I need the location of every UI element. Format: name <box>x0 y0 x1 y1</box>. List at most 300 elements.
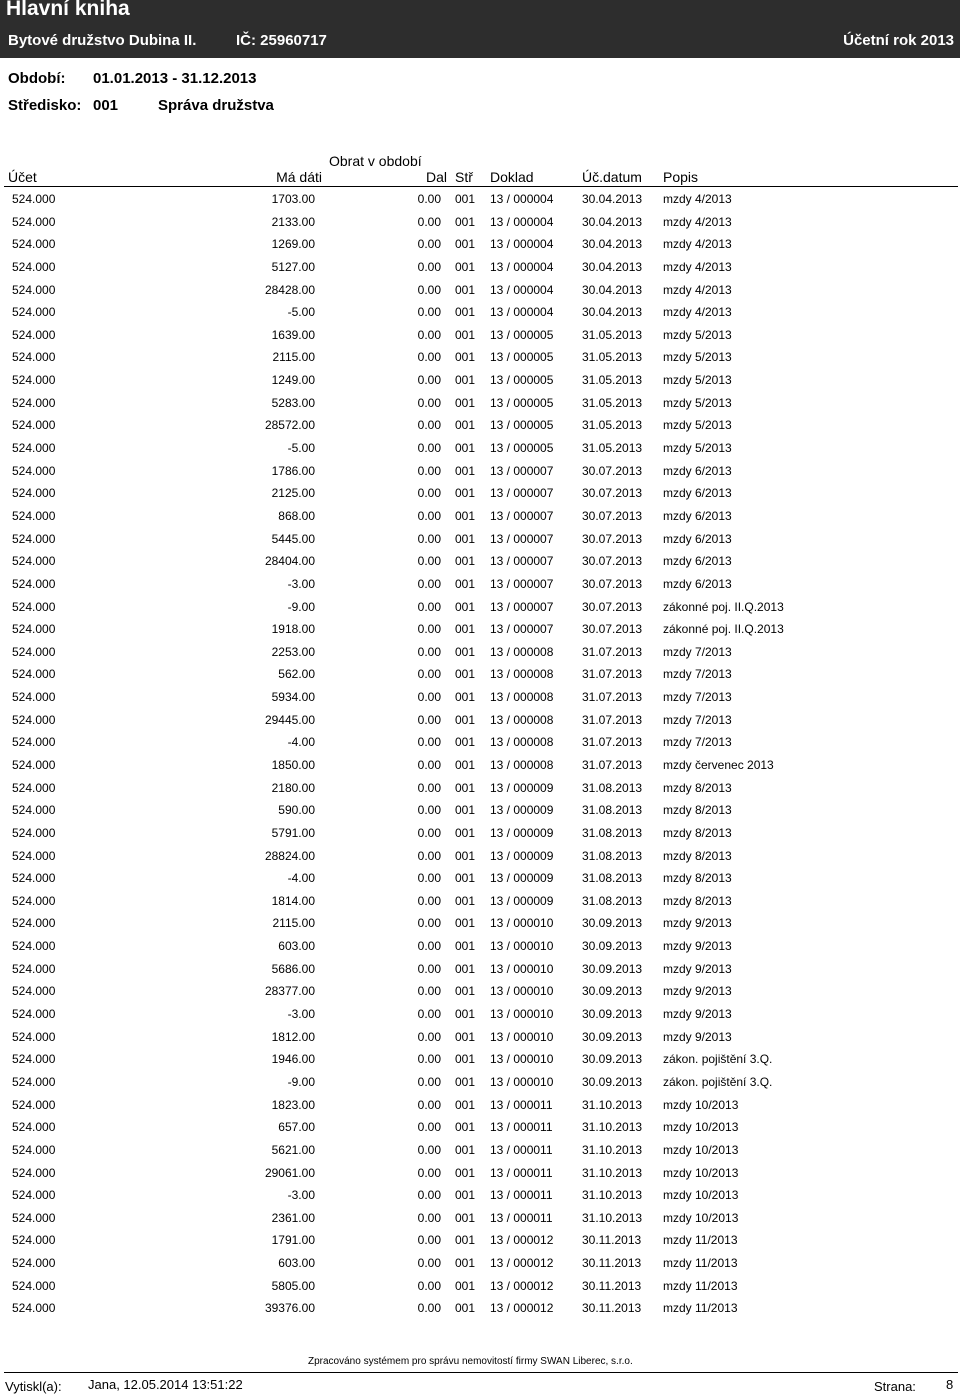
cell-credit: 0.00 <box>417 192 441 206</box>
table-row <box>0 554 960 576</box>
cell-document: 13 / 000005 <box>490 373 554 388</box>
cell-credit: 0.00 <box>417 984 441 999</box>
cell-account: 524.000 <box>12 1301 56 1316</box>
cell-credit: 0.00 <box>417 758 441 772</box>
table-row <box>0 1279 960 1301</box>
cell-document: 13 / 000007 <box>490 463 554 478</box>
table-row <box>0 826 960 848</box>
cell-center: 001 <box>455 282 476 297</box>
table-row <box>0 237 960 259</box>
cell-credit: 0.00 <box>417 1278 441 1293</box>
cell-credit: 0.00 <box>417 350 441 365</box>
cell-description: mzdy 10/2013 <box>663 1120 739 1135</box>
cell-account: 524.000 <box>12 1029 56 1044</box>
cell-debit: 5621.00 <box>271 1142 315 1157</box>
cell-date: 31.05.2013 <box>582 327 643 342</box>
cell-debit: -5.00 <box>287 305 315 320</box>
cell-debit: 2253.00 <box>271 644 315 659</box>
cell-credit: 0.00 <box>417 237 441 252</box>
cell-description: mzdy 9/2013 <box>663 1007 732 1022</box>
col-header-description: Popis <box>663 169 699 185</box>
cell-center: 001 <box>455 1142 476 1157</box>
cell-document: 13 / 000008 <box>490 644 554 659</box>
table-row <box>0 1052 960 1074</box>
cell-credit: 0.00 <box>417 848 441 863</box>
fiscal-year: Účetní rok 2013 <box>843 32 954 49</box>
cell-description: mzdy 8/2013 <box>663 825 732 840</box>
cell-center: 001 <box>455 644 476 659</box>
cell-debit: 28404.00 <box>264 554 315 569</box>
cell-document: 13 / 000004 <box>490 214 554 229</box>
cell-date: 30.09.2013 <box>582 939 643 954</box>
cell-debit: 2180.00 <box>271 780 315 795</box>
cell-account: 524.000 <box>12 871 56 886</box>
cell-credit: 0.00 <box>417 214 441 229</box>
cell-date: 31.08.2013 <box>582 871 643 886</box>
cell-credit: 0.00 <box>417 1233 441 1248</box>
cell-date: 31.05.2013 <box>582 350 643 365</box>
cell-account: 524.000 <box>12 622 56 637</box>
page-label: Strana: <box>874 1379 916 1394</box>
cell-credit: 0.00 <box>417 305 441 320</box>
cell-date: 31.08.2013 <box>582 780 643 795</box>
table-row <box>0 1256 960 1278</box>
cell-center: 001 <box>455 961 476 976</box>
cell-credit: 0.00 <box>417 1029 441 1044</box>
cell-credit: 0.00 <box>417 916 441 931</box>
cell-account: 524.000 <box>12 961 56 976</box>
cell-debit: 28572.00 <box>264 418 315 433</box>
cell-description: mzdy 5/2013 <box>663 350 732 365</box>
cell-account: 524.000 <box>12 508 56 523</box>
page-number: 8 <box>946 1377 954 1392</box>
cell-center: 001 <box>455 893 476 908</box>
cell-document: 13 / 000009 <box>490 893 554 908</box>
cell-account: 524.000 <box>12 1074 56 1089</box>
cell-debit: 28824.00 <box>264 848 315 863</box>
table-row <box>0 260 960 282</box>
cell-description: zákon. pojištění 3.Q. <box>663 1074 773 1089</box>
cell-account: 524.000 <box>12 848 56 863</box>
footer-divider <box>4 1372 958 1373</box>
table-row <box>0 1143 960 1165</box>
cell-description: mzdy 7/2013 <box>663 735 732 750</box>
cell-center: 001 <box>455 735 476 750</box>
cell-document: 13 / 000009 <box>490 803 554 818</box>
cell-description: zákon. pojištění 3.Q. <box>663 1052 773 1067</box>
cell-description: mzdy 9/2013 <box>663 916 732 931</box>
cell-debit: -4.00 <box>287 871 315 886</box>
cell-description: mzdy 10/2013 <box>663 1188 739 1203</box>
cell-debit: 2125.00 <box>271 486 315 501</box>
cell-description: mzdy 6/2013 <box>663 576 732 591</box>
cell-account: 524.000 <box>12 1142 56 1157</box>
cell-debit: 2115.00 <box>272 916 315 931</box>
cell-account: 524.000 <box>12 1007 56 1022</box>
cell-credit: 0.00 <box>417 1120 441 1135</box>
cell-debit: 2133.00 <box>271 214 315 229</box>
cell-debit: 1791.00 <box>271 1233 315 1248</box>
cell-credit: 0.00 <box>417 554 441 569</box>
cell-account: 524.000 <box>12 1210 56 1225</box>
cell-center: 001 <box>455 1097 476 1112</box>
cell-date: 31.07.2013 <box>582 690 643 705</box>
cell-description: mzdy 4/2013 <box>663 259 732 274</box>
cell-credit: 0.00 <box>417 1052 441 1067</box>
cell-description: mzdy 8/2013 <box>663 803 732 818</box>
cell-center: 001 <box>455 1007 476 1022</box>
table-row <box>0 894 960 916</box>
cell-description: mzdy 11/2013 <box>663 1301 738 1316</box>
cell-description: mzdy 9/2013 <box>663 984 732 999</box>
cell-document: 13 / 000011 <box>490 1188 553 1203</box>
cell-document: 13 / 000010 <box>490 1007 554 1022</box>
cell-credit: 0.00 <box>417 327 441 342</box>
cell-center: 001 <box>455 305 476 320</box>
cell-document: 13 / 000010 <box>490 984 554 999</box>
cell-credit: 0.00 <box>417 441 441 456</box>
cell-document: 13 / 000008 <box>490 667 554 682</box>
table-row <box>0 916 960 938</box>
cell-credit: 0.00 <box>417 282 441 297</box>
table-row <box>0 735 960 757</box>
cell-description: mzdy 5/2013 <box>663 327 732 342</box>
center-code: 001 <box>93 97 119 114</box>
cell-center: 001 <box>455 327 476 342</box>
cell-document: 13 / 000012 <box>490 1256 554 1271</box>
table-row <box>0 283 960 305</box>
cell-document: 13 / 000005 <box>490 441 554 456</box>
cell-document: 13 / 000007 <box>490 531 554 546</box>
cell-date: 31.07.2013 <box>582 644 643 659</box>
cell-account: 524.000 <box>12 214 56 229</box>
cell-center: 001 <box>455 508 476 523</box>
cell-center: 001 <box>455 259 476 274</box>
cell-description: mzdy 11/2013 <box>663 1278 738 1293</box>
cell-account: 524.000 <box>12 667 56 682</box>
cell-description: mzdy 4/2013 <box>663 192 732 206</box>
table-row <box>0 984 960 1006</box>
cell-date: 30.04.2013 <box>582 305 643 320</box>
cell-document: 13 / 000005 <box>490 350 554 365</box>
cell-credit: 0.00 <box>417 1256 441 1271</box>
cell-date: 31.08.2013 <box>582 848 643 863</box>
cell-account: 524.000 <box>12 486 56 501</box>
cell-date: 31.05.2013 <box>582 441 643 456</box>
cell-debit: 1918.00 <box>271 622 315 637</box>
cell-date: 31.08.2013 <box>582 825 643 840</box>
cell-center: 001 <box>455 1165 476 1180</box>
table-row <box>0 1098 960 1120</box>
cell-date: 30.07.2013 <box>582 622 643 637</box>
cell-date: 30.09.2013 <box>582 984 643 999</box>
cell-center: 001 <box>455 622 476 637</box>
cell-date: 31.10.2013 <box>582 1120 643 1135</box>
table-row <box>0 328 960 350</box>
cell-credit: 0.00 <box>417 803 441 818</box>
cell-center: 001 <box>455 1120 476 1135</box>
cell-date: 30.09.2013 <box>582 1029 643 1044</box>
cell-debit: 1823.00 <box>271 1097 315 1112</box>
turnover-group-header: Obrat v období <box>329 153 422 169</box>
cell-description: mzdy 11/2013 <box>663 1233 738 1248</box>
cell-credit: 0.00 <box>417 871 441 886</box>
cell-account: 524.000 <box>12 350 56 365</box>
cell-credit: 0.00 <box>417 780 441 795</box>
cell-credit: 0.00 <box>417 712 441 727</box>
cell-debit: 1850.00 <box>271 758 315 772</box>
cell-description: mzdy 8/2013 <box>663 871 732 886</box>
cell-date: 31.08.2013 <box>582 893 643 908</box>
cell-account: 524.000 <box>12 1188 56 1203</box>
cell-document: 13 / 000011 <box>490 1097 553 1112</box>
organization-name: Bytové družstvo Dubina II. <box>8 32 197 49</box>
cell-document: 13 / 000007 <box>490 599 554 614</box>
cell-date: 30.04.2013 <box>582 237 643 252</box>
cell-document: 13 / 000011 <box>490 1210 553 1225</box>
table-row <box>0 192 960 214</box>
cell-credit: 0.00 <box>417 486 441 501</box>
cell-description: mzdy 4/2013 <box>663 237 732 252</box>
cell-credit: 0.00 <box>417 1074 441 1089</box>
table-row <box>0 645 960 667</box>
cell-center: 001 <box>455 441 476 456</box>
cell-document: 13 / 000004 <box>490 305 554 320</box>
table-row <box>0 1301 960 1323</box>
cell-account: 524.000 <box>12 192 56 206</box>
cell-debit: 2361.00 <box>271 1210 315 1225</box>
cell-account: 524.000 <box>12 1120 56 1135</box>
cell-document: 13 / 000012 <box>490 1278 554 1293</box>
cell-document: 13 / 000009 <box>490 825 554 840</box>
cell-document: 13 / 000005 <box>490 395 554 410</box>
cell-center: 001 <box>455 1256 476 1271</box>
table-row <box>0 1030 960 1052</box>
cell-description: mzdy 8/2013 <box>663 848 732 863</box>
cell-date: 30.09.2013 <box>582 961 643 976</box>
cell-document: 13 / 000007 <box>490 554 554 569</box>
cell-date: 30.09.2013 <box>582 1007 643 1022</box>
organization-ic: IČ: 25960717 <box>236 32 327 49</box>
cell-center: 001 <box>455 463 476 478</box>
cell-date: 31.07.2013 <box>582 735 643 750</box>
cell-document: 13 / 000005 <box>490 327 554 342</box>
cell-date: 31.07.2013 <box>582 667 643 682</box>
cell-credit: 0.00 <box>417 644 441 659</box>
cell-credit: 0.00 <box>417 1188 441 1203</box>
cell-document: 13 / 000010 <box>490 1029 554 1044</box>
cell-center: 001 <box>455 599 476 614</box>
report-header <box>0 0 960 58</box>
cell-debit: 657.00 <box>278 1120 315 1135</box>
cell-debit: 603.00 <box>278 939 315 954</box>
cell-center: 001 <box>455 984 476 999</box>
cell-document: 13 / 000004 <box>490 282 554 297</box>
cell-center: 001 <box>455 350 476 365</box>
cell-debit: 2115.00 <box>272 350 315 365</box>
cell-credit: 0.00 <box>417 961 441 976</box>
cell-debit: 5283.00 <box>271 395 315 410</box>
cell-description: mzdy 9/2013 <box>663 1029 732 1044</box>
cell-date: 30.11.2013 <box>582 1256 642 1271</box>
cell-credit: 0.00 <box>417 395 441 410</box>
cell-center: 001 <box>455 1210 476 1225</box>
table-row <box>0 939 960 961</box>
cell-credit: 0.00 <box>417 259 441 274</box>
cell-credit: 0.00 <box>417 373 441 388</box>
table-row <box>0 350 960 372</box>
cell-account: 524.000 <box>12 531 56 546</box>
table-row <box>0 1211 960 1233</box>
cell-center: 001 <box>455 848 476 863</box>
cell-document: 13 / 000011 <box>490 1165 553 1180</box>
cell-description: mzdy 6/2013 <box>663 508 732 523</box>
cell-debit: 1814.00 <box>271 893 315 908</box>
cell-date: 30.07.2013 <box>582 531 643 546</box>
cell-debit: 1812.00 <box>271 1029 315 1044</box>
cell-center: 001 <box>455 1074 476 1089</box>
table-row <box>0 577 960 599</box>
cell-debit: 590.00 <box>278 803 315 818</box>
cell-debit: -3.00 <box>287 1007 315 1022</box>
cell-credit: 0.00 <box>417 1210 441 1225</box>
table-row <box>0 667 960 689</box>
table-row <box>0 509 960 531</box>
cell-date: 30.04.2013 <box>582 282 643 297</box>
cell-credit: 0.00 <box>417 622 441 637</box>
cell-account: 524.000 <box>12 395 56 410</box>
cell-date: 30.04.2013 <box>582 259 643 274</box>
cell-debit: 603.00 <box>278 1256 315 1271</box>
cell-account: 524.000 <box>12 373 56 388</box>
cell-account: 524.000 <box>12 463 56 478</box>
cell-date: 30.07.2013 <box>582 576 643 591</box>
cell-debit: 868.00 <box>278 508 315 523</box>
table-row <box>0 1166 960 1188</box>
cell-account: 524.000 <box>12 237 56 252</box>
table-row <box>0 1120 960 1142</box>
cell-date: 30.07.2013 <box>582 508 643 523</box>
cell-document: 13 / 000010 <box>490 961 554 976</box>
cell-credit: 0.00 <box>417 825 441 840</box>
cell-description: mzdy 5/2013 <box>663 418 732 433</box>
cell-center: 001 <box>455 871 476 886</box>
table-row <box>0 690 960 712</box>
cell-document: 13 / 000010 <box>490 916 554 931</box>
cell-center: 001 <box>455 667 476 682</box>
cell-description: mzdy 7/2013 <box>663 644 732 659</box>
table-row <box>0 871 960 893</box>
cell-account: 524.000 <box>12 599 56 614</box>
cell-debit: 1639.00 <box>271 327 315 342</box>
table-row <box>0 464 960 486</box>
cell-date: 31.10.2013 <box>582 1188 643 1203</box>
printed-by-value: Jana, 12.05.2014 13:51:22 <box>88 1377 243 1392</box>
table-row <box>0 532 960 554</box>
cell-account: 524.000 <box>12 441 56 456</box>
cell-date: 31.07.2013 <box>582 712 643 727</box>
cell-center: 001 <box>455 418 476 433</box>
cell-account: 524.000 <box>12 984 56 999</box>
cell-document: 13 / 000010 <box>490 1074 554 1089</box>
col-header-date: Úč.datum <box>582 169 642 185</box>
cell-description: mzdy 7/2013 <box>663 712 732 727</box>
table-row <box>0 781 960 803</box>
cell-center: 001 <box>455 214 476 229</box>
cell-account: 524.000 <box>12 1256 56 1271</box>
cell-center: 001 <box>455 373 476 388</box>
cell-document: 13 / 000004 <box>490 192 554 206</box>
cell-credit: 0.00 <box>417 599 441 614</box>
cell-date: 31.05.2013 <box>582 395 643 410</box>
cell-description: zákonné poj. II.Q.2013 <box>663 599 784 614</box>
center-label: Středisko: <box>8 97 82 114</box>
cell-center: 001 <box>455 1278 476 1293</box>
cell-credit: 0.00 <box>417 893 441 908</box>
cell-description: mzdy 8/2013 <box>663 780 732 795</box>
cell-document: 13 / 000011 <box>490 1142 553 1157</box>
report-title: Hlavní kniha <box>6 0 130 20</box>
cell-date: 30.11.2013 <box>582 1301 642 1316</box>
cell-credit: 0.00 <box>417 1301 441 1316</box>
cell-account: 524.000 <box>12 1165 56 1180</box>
printed-by-label: Vytiskl(a): <box>5 1379 62 1394</box>
cell-account: 524.000 <box>12 939 56 954</box>
table-row <box>0 1188 960 1210</box>
table-row <box>0 1075 960 1097</box>
cell-credit: 0.00 <box>417 735 441 750</box>
table-row <box>0 962 960 984</box>
period-value: 01.01.2013 - 31.12.2013 <box>93 70 257 87</box>
cell-account: 524.000 <box>12 1233 56 1248</box>
cell-account: 524.000 <box>12 712 56 727</box>
cell-account: 524.000 <box>12 1097 56 1112</box>
cell-date: 30.07.2013 <box>582 486 643 501</box>
cell-account: 524.000 <box>12 735 56 750</box>
table-row <box>0 622 960 644</box>
cell-account: 524.000 <box>12 893 56 908</box>
cell-credit: 0.00 <box>417 508 441 523</box>
cell-debit: 5686.00 <box>271 961 315 976</box>
cell-center: 001 <box>455 803 476 818</box>
table-row <box>0 713 960 735</box>
cell-debit: 1703.00 <box>271 192 315 206</box>
cell-description: mzdy 6/2013 <box>663 531 732 546</box>
col-header-debit: Má dáti <box>276 169 322 185</box>
cell-date: 31.10.2013 <box>582 1165 643 1180</box>
cell-document: 13 / 000005 <box>490 418 554 433</box>
cell-center: 001 <box>455 531 476 546</box>
table-row <box>0 396 960 418</box>
cell-debit: 39376.00 <box>264 1301 315 1316</box>
cell-date: 30.07.2013 <box>582 463 643 478</box>
cell-debit: 1249.00 <box>271 373 315 388</box>
cell-center: 001 <box>455 576 476 591</box>
cell-date: 30.09.2013 <box>582 1074 643 1089</box>
cell-debit: -9.00 <box>287 599 315 614</box>
cell-document: 13 / 000008 <box>490 712 554 727</box>
table-row <box>0 758 960 780</box>
cell-date: 31.05.2013 <box>582 418 643 433</box>
cell-center: 001 <box>455 554 476 569</box>
cell-account: 524.000 <box>12 327 56 342</box>
cell-date: 31.10.2013 <box>582 1142 643 1157</box>
table-row <box>0 215 960 237</box>
cell-document: 13 / 000009 <box>490 780 554 795</box>
cell-document: 13 / 000011 <box>490 1120 553 1135</box>
cell-document: 13 / 000010 <box>490 1052 554 1067</box>
cell-debit: -9.00 <box>287 1074 315 1089</box>
